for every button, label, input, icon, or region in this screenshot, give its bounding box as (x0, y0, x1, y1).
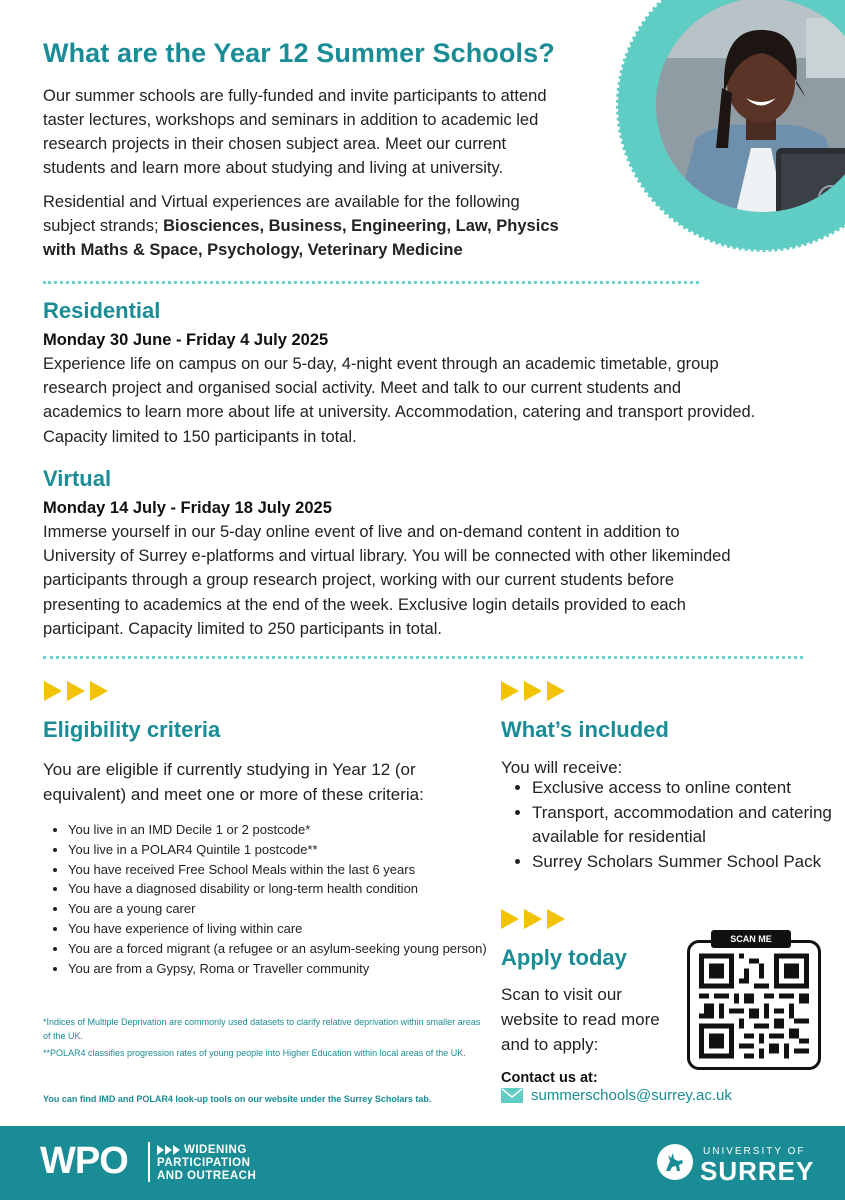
wpo-logo-divider (148, 1142, 150, 1182)
criterion-item: • You are a forced migrant (a refugee or an asylum-seeking young person) (68, 939, 488, 959)
para-line: Immerse yourself in our 5-day online event of live and on-demand content in addition to (43, 523, 680, 541)
divider (43, 656, 803, 659)
arrow-triangles-icon (501, 909, 565, 929)
eligibility-heading: Eligibility criteria (43, 717, 221, 742)
contact-email[interactable]: summerschools@surrey.ac.uk (531, 1087, 732, 1104)
apply-line: and to apply: (501, 1035, 599, 1054)
qr-code[interactable] (687, 940, 821, 1070)
university-of-text: UNIVERSITY OF (703, 1146, 806, 1157)
intro-line: Residential and Virtual experiences are available for the following (43, 193, 520, 211)
apply-line: website to read more (501, 1010, 660, 1029)
wpo-logo-mark: WPO (40, 1140, 128, 1182)
arrow-triangles-icon (44, 681, 108, 701)
qr-code-pattern (699, 953, 809, 1059)
intro-paragraph-2 (43, 190, 603, 262)
criterion-item: • You are a young carer (68, 899, 488, 919)
intro-line: research projects in their chosen subject area. Meet our current (43, 135, 507, 153)
intro-line (43, 238, 603, 262)
wpo-line-2: PARTICIPATION (157, 1157, 251, 1169)
contact-label: Contact us at: (501, 1070, 598, 1086)
para-line: academics to learn more about life at university. Accommodation, catering and transport provided. (43, 403, 756, 422)
eligibility-intro (43, 757, 483, 807)
virtual-description (43, 520, 818, 641)
para-line: research project and organised social activity. Meet and talk to our current students and (43, 379, 682, 398)
lookup-note: You can find IMD and POLAR4 look-up tools on our website under the Surrey Scholars tab. (43, 1094, 432, 1104)
criterion-item: • You have received Free School Meals within the last 6 years (68, 860, 488, 880)
intro-line: Our summer schools are fully-funded and invite participants to attend (43, 87, 547, 105)
virtual-dates: Monday 14 July - Friday 18 July 2025 (43, 499, 332, 517)
para-line: Capacity limited to 150 participants in total. (43, 427, 357, 446)
para-line: University of Surrey e-platforms and virtual library. You will be connected with other likeminded (43, 547, 731, 566)
residential-dates: Monday 30 June - Friday 4 July 2025 (43, 331, 329, 349)
included-lead: You will receive: (501, 758, 623, 777)
apply-heading: Apply today (501, 945, 627, 970)
para-line: participant. Capacity limited to 250 participants in total. (43, 619, 442, 638)
eligibility-intro-line: You are eligible if currently studying in Year 12 (or (43, 760, 416, 779)
footer-bar (0, 1126, 845, 1200)
intro-line: taster lectures, workshops and seminars in addition to academic led (43, 111, 539, 129)
intro-line: students and learn more about studying and living at university. (43, 159, 504, 177)
included-item: • Surrey Scholars Summer School Pack (532, 850, 832, 875)
intro-line (43, 214, 603, 238)
arrow-triangles-icon (501, 681, 565, 701)
subject-strands-cont: with Maths & Space, Psychology, Veterinary Medicine (43, 241, 463, 259)
surrey-stag-icon (656, 1143, 694, 1181)
surrey-wordmark: SURREY (700, 1156, 815, 1186)
divider (43, 281, 699, 284)
criterion-item: • You are from a Gypsy, Roma or Traveller community (68, 959, 488, 979)
apply-line: Scan to visit our (501, 985, 622, 1004)
wpo-logo-arrows (157, 1144, 247, 1156)
page-title: What are the Year 12 Summer Schools? (43, 38, 555, 68)
para-line: presenting to academics at the end of the week. Exclusive login details provided to each (43, 595, 686, 614)
imd-footnote: *Indices of Multiple Deprivation are commonly used datasets to clarify relative deprivation within smaller areas of the UK. (43, 1017, 481, 1041)
virtual-heading: Virtual (43, 466, 112, 491)
intro-paragraph-1 (43, 84, 603, 180)
wpo-line-3: AND OUTREACH (157, 1170, 257, 1182)
included-item: • Exclusive access to online content (532, 776, 832, 801)
wpo-arrows-icon (157, 1145, 181, 1155)
criterion-item: • You live in a POLAR4 Quintile 1 postcode** (68, 840, 488, 860)
intro-plain-text: subject strands; (43, 217, 164, 235)
included-list (510, 776, 832, 874)
wpo-line-1: WIDENING (184, 1144, 247, 1156)
criterion-item: • You live in an IMD Decile 1 or 2 postcode* (68, 820, 488, 840)
subject-strands: Biosciences, Business, Engineering, Law, Physics (163, 217, 559, 235)
criterion-item: • You have experience of living within care (68, 919, 488, 939)
polar4-footnote: **POLAR4 classifies progression rates of young people into Higher Education within local areas of the UK. (43, 1048, 466, 1058)
eligibility-intro-line: equivalent) and meet one or more of these criteria: (43, 785, 424, 804)
para-line: participants through a group research project, working with our current students before (43, 571, 675, 590)
included-item: • Transport, accommodation and catering available for residential (532, 801, 832, 850)
para-line: Experience life on campus on our 5-day, 4-night event through an academic timetable, group (43, 355, 719, 373)
scan-me-label: SCAN ME (711, 930, 791, 948)
included-heading: What’s included (501, 717, 669, 742)
contact-email-row[interactable] (501, 1087, 732, 1104)
criterion-item: • You have a diagnosed disability or long-term health condition (68, 879, 488, 899)
residential-description (43, 352, 818, 449)
residential-heading: Residential (43, 298, 161, 323)
email-icon (501, 1088, 523, 1103)
header-photo-ring (618, 0, 845, 250)
eligibility-criteria-list (50, 820, 488, 978)
apply-text (501, 982, 681, 1057)
